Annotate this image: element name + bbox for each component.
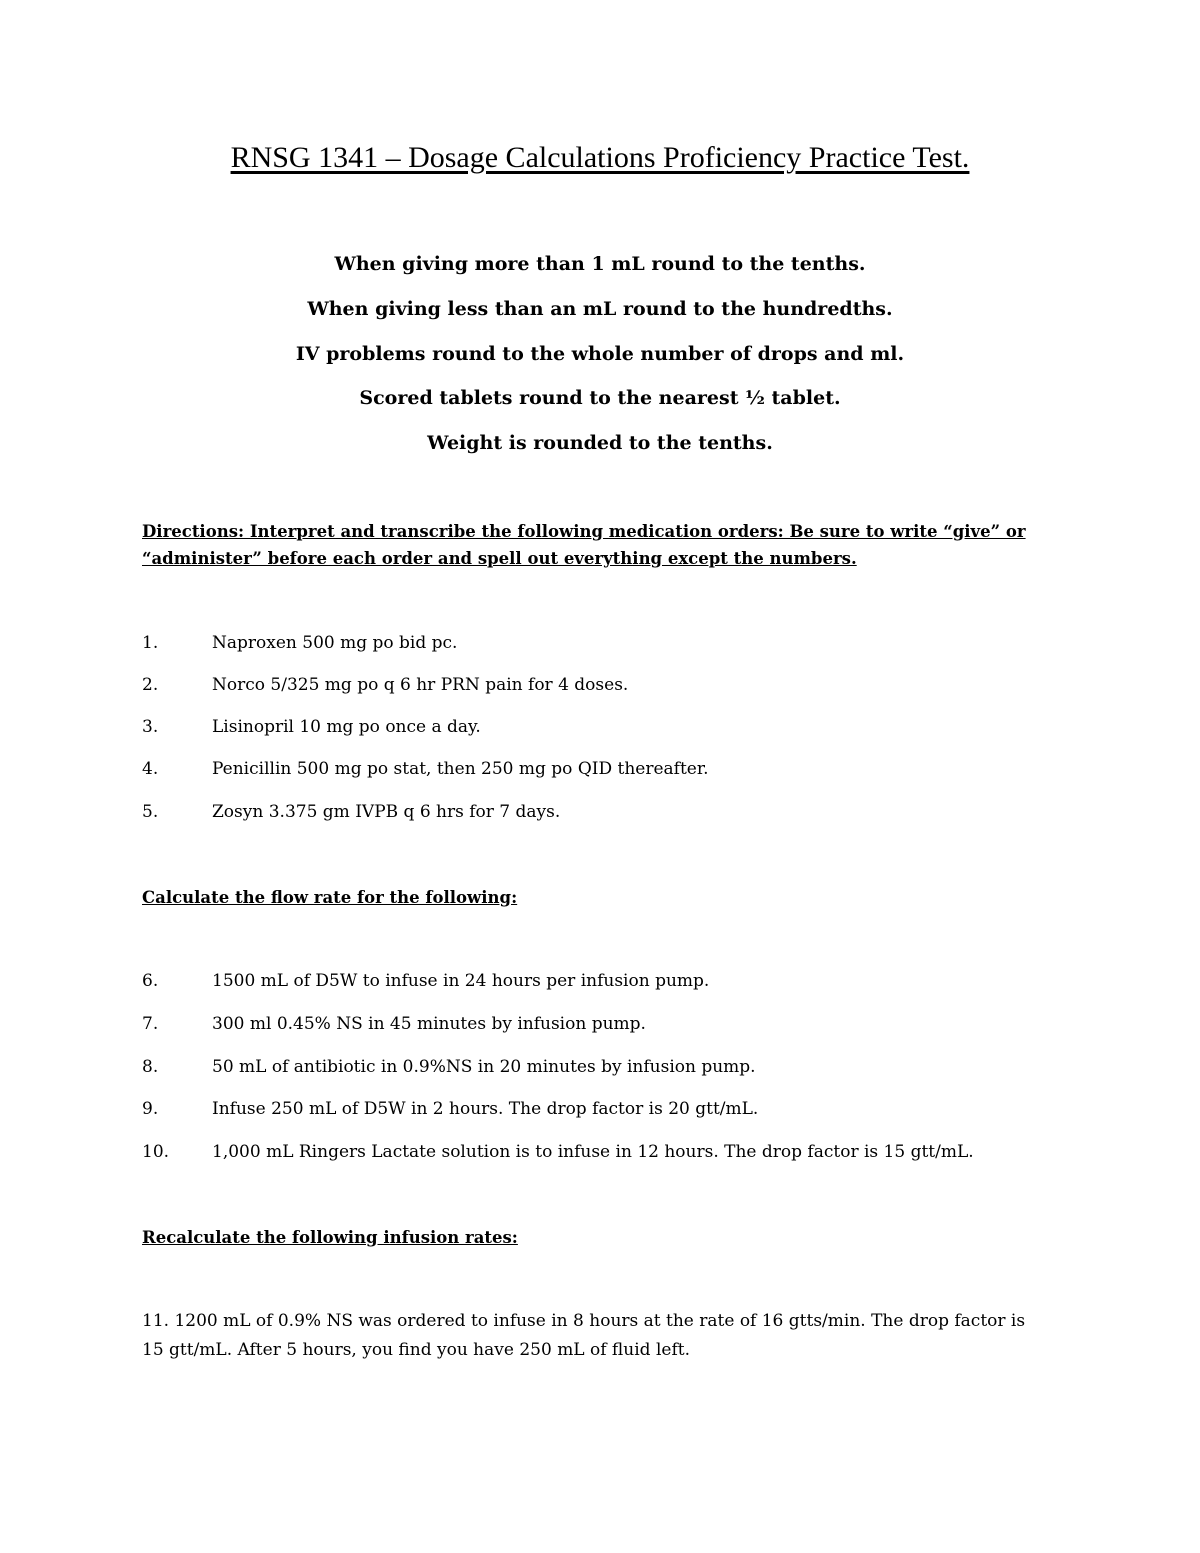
item-number: 3. <box>142 717 159 737</box>
item-text: Zosyn 3.375 gm IVPB q 6 hrs for 7 days. <box>212 802 561 822</box>
item-number: 7. <box>142 1014 159 1034</box>
item-text: Norco 5/325 mg po q 6 hr PRN pain for 4 doses. <box>212 675 629 695</box>
item-number: 2. <box>142 675 159 695</box>
page-title: RNSG 1341 – Dosage Calculations Proficiency Practice Test. <box>230 141 970 174</box>
item-number: 9. <box>142 1099 159 1119</box>
rounding-rule: When giving more than 1 mL round to the tenths. <box>334 253 866 275</box>
item-number: 1. <box>142 633 159 653</box>
recalculate-item: 11. 1200 mL of 0.9% NS was ordered to infuse in 8 hours at the rate of 16 gtts/min. The drop factor is 15 gtt/mL. After 5 hours, you find you have 250 mL of fluid left. <box>142 1311 1026 1360</box>
item-text: Naproxen 500 mg po bid pc. <box>212 633 458 653</box>
item-number: 6. <box>142 971 159 991</box>
rounding-rule: IV problems round to the whole number of drops and ml. <box>295 343 905 365</box>
item-text: 50 mL of antibiotic in 0.9%NS in 20 minutes by infusion pump. <box>212 1057 756 1077</box>
item-number: 10. <box>142 1142 170 1162</box>
item-number: 4. <box>142 759 159 779</box>
directions-heading: Directions: Interpret and transcribe the following medication orders: Be sure to write “give” or “administer” before each order and spell out everything except the numbers. <box>142 522 1026 568</box>
item-text: Lisinopril 10 mg po once a day. <box>212 717 481 737</box>
item-number: 5. <box>142 802 159 822</box>
item-text: Infuse 250 mL of D5W in 2 hours. The drop factor is 20 gtt/mL. <box>212 1099 759 1119</box>
recalculate-heading: Recalculate the following infusion rates: <box>142 1228 518 1247</box>
item-text: 300 ml 0.45% NS in 45 minutes by infusion pump. <box>212 1014 646 1034</box>
item-text: 1,000 mL Ringers Lactate solution is to infuse in 12 hours. The drop factor is 15 gtt/mL. <box>212 1142 974 1162</box>
item-number: 8. <box>142 1057 159 1077</box>
rounding-rule: Scored tablets round to the nearest ½ tablet. <box>359 387 841 409</box>
item-text: 1500 mL of D5W to infuse in 24 hours per infusion pump. <box>212 971 710 991</box>
item-text: Penicillin 500 mg po stat, then 250 mg po QID thereafter. <box>212 759 709 779</box>
rounding-rule: Weight is rounded to the tenths. <box>427 432 773 454</box>
flow-rate-heading: Calculate the flow rate for the following: <box>142 888 518 907</box>
rounding-rule: When giving less than an mL round to the hundredths. <box>307 298 893 320</box>
